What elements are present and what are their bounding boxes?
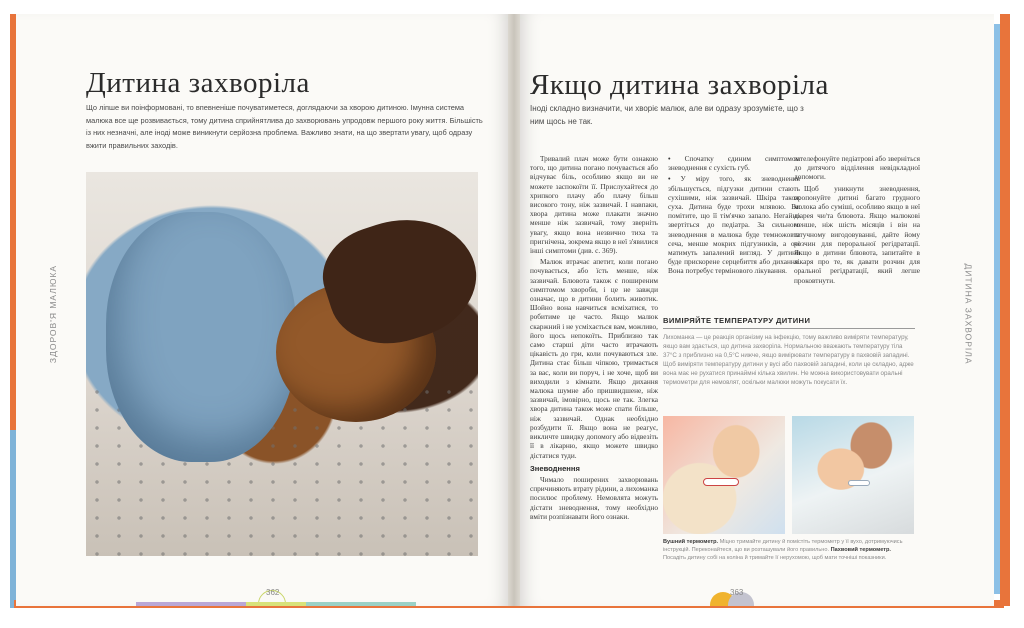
text-column-1 bbox=[530, 154, 658, 523]
paragraph: Малюк втрачає апетит, коли погано почувається, або їсть менше, ніж зазвичай. Блювота також є поширеним симптомом хвороби, і це не завжди означає, що в дитини болить животик. Шойно вона навчиться всміхатися, то робитиме це часто. Якщо малюк скаржний і не усміхається вам, можливо, його щось непокоїть. Приблизно так само старші діти часто втрачають цікавість до гри, коли почуваються зле. Дитина стає більш чіпкою, тримається за вас, коли ви поруч, і не хоче, щоб ви виходили з кімнати. Якщо дихання малюка шумне або пришвидшене, ніж зазвичай, імовірно, щось не так. Злегка хвора дитина також може спати більше, ніж зазвичай. Однак необхідно розбудити її. Якщо вона не реагує, викличте швидку допомогу або відвезіть її в лікарню, якщо можете швидко дістатися туди. bbox=[530, 257, 658, 460]
ear-thermometer-photo bbox=[663, 416, 785, 534]
info-box-title: ВИМІРЯЙТЕ ТЕМПЕРАТУРУ ДИТИНИ bbox=[663, 316, 915, 329]
temperature-info-box bbox=[663, 316, 915, 387]
caption-text: Міцно тримайте дитину й помістіть термометр у її вухо, дотримуючись інструкцій. Переконайтеся, що ви розташували його правильно. bbox=[663, 539, 903, 553]
thermometer-icon bbox=[848, 480, 870, 486]
left-page-title: Дитина захворіла bbox=[86, 67, 310, 99]
right-page-intro: Іноді складно визначити, чи хворіє малюк, але ви одразу зрозумієте, що з ним щось не так. bbox=[530, 104, 804, 126]
color-strip bbox=[306, 602, 416, 606]
baby-blue-sweater bbox=[106, 212, 296, 462]
text-column-3 bbox=[794, 154, 920, 287]
book-gutter bbox=[508, 14, 520, 606]
paragraph: зателефонуйте педіатрові або зверніться до дитячого відділення невідкладної допомоги. bbox=[794, 154, 920, 182]
left-page bbox=[16, 14, 508, 606]
right-page-title: Якщо дитина захворіла bbox=[530, 69, 829, 101]
paragraph: Щоб уникнути зневоднення, пропонуйте дитині багато грудного молока або суміші, особливо якщо в неї діарея чи/та блювота. Якщо малюкові менше, ніж шість місяців і він на штучному вигодовуванні, дайте йому розчин для пероральної регідратації. Якщо в дитини блювота, запитайте в лікаря про те, як давати розчин для оральної регідратації, який легше проковтнути. bbox=[794, 183, 920, 285]
paragraph: Тривалий плач може бути ознакою того, що дитина погано почувається або відчуває біль, особливо якщо ви не можете заспокоїти її. Прислухайтеся до хрипкого плачу або плачу більш високого тону, ніж зазвичай. І навпаки, хвора дитина може плакати значно менше ніж зазвичай, тому зверніть увагу, якщо вона незвично тиха та пригнічена, зокрема якщо в неї з'явилися інші симптоми (див. с. 369). bbox=[530, 154, 658, 256]
right-side-tab: ДИТИНА ЗАХВОРІЛА bbox=[963, 263, 974, 365]
photo-caption bbox=[663, 538, 915, 562]
caption-label: Пахвовий термометр. bbox=[830, 547, 891, 553]
book-cover-edge-right bbox=[1000, 14, 1010, 606]
sleeping-baby-photo bbox=[86, 172, 478, 556]
bullet-item: • У міру того, як зневоднення збільшується, підгузки дитини стають сухішими, ніж зазвичай. Шкіра також суха. Дитина буде трохи млявою. Ви помітите, що її тім'ячко запало. Негайно звертіться до педіатра. За сильного зневоднення в малюка буде темножовта сеча, менше мокрих підгузників, а очі матимуть запалений вигляд. У дитини буде прискорене серцебиття або дихання. Вона потребує термінового лікування. bbox=[668, 174, 800, 275]
caption-text: Посадіть дитину собі на коліна й тримайте її нерухомою, щоб мати точніші показники. bbox=[663, 555, 887, 561]
left-page-intro: Що ліпше ви поінформовані, то впевненіше почуватиметеся, доглядаючи за хворою дитиною. Імунна система малюка все ще розвивається, тому дитина сприйнятлива до захворювань упродовж першого року життя. Більшість із них незначні, але іноді може виникнути серйозна проблема. Важливо знати, на що звертати увагу, щоб одразу вжити правильних заходів. bbox=[86, 103, 483, 150]
paragraph: Чимало поширених захворювань спричиняють втрату рідини, а лихоманка посилює проблему. Немовлята можуть дістати зневоднення, тому необхідно вміти розпізнавати його ознаки. bbox=[530, 474, 658, 521]
info-box-text: Лихоманка — це реакція організму на інфекцію, тому важливо виміряти температуру, якщо вам здається, що дитина захворіла. Нормальною вважають температуру тіла 37°С з приблизно на 0,5°С нижче, якщо вимірювати температуру в пахвовій западині. Щоб виміряти температуру дитини у вусі або пахвовій западині, коли це складно, адже вона має не рухатися принаймні кілька хвилин. Не можна використовувати оральні термометри для немовлят, оскільки малюки можуть покусати їх. bbox=[663, 334, 914, 386]
dehydration-subheading: Зневоднення bbox=[530, 463, 580, 473]
bullet-item: • Спочатку єдиним симптомом зневоднення є сухість губ. bbox=[668, 154, 800, 172]
color-strip bbox=[136, 602, 246, 606]
right-page-number: 363 bbox=[730, 588, 744, 597]
left-side-tab: ЗДОРОВ'Я МАЛЮКА bbox=[48, 264, 59, 364]
thermometer-icon bbox=[703, 478, 739, 486]
armpit-thermometer-photo bbox=[792, 416, 914, 534]
color-strip bbox=[246, 602, 306, 606]
right-page bbox=[520, 14, 994, 606]
left-page-number: 362 bbox=[266, 588, 280, 597]
caption-label: Вушний термометр. bbox=[663, 539, 719, 545]
text-column-2 bbox=[668, 154, 800, 278]
